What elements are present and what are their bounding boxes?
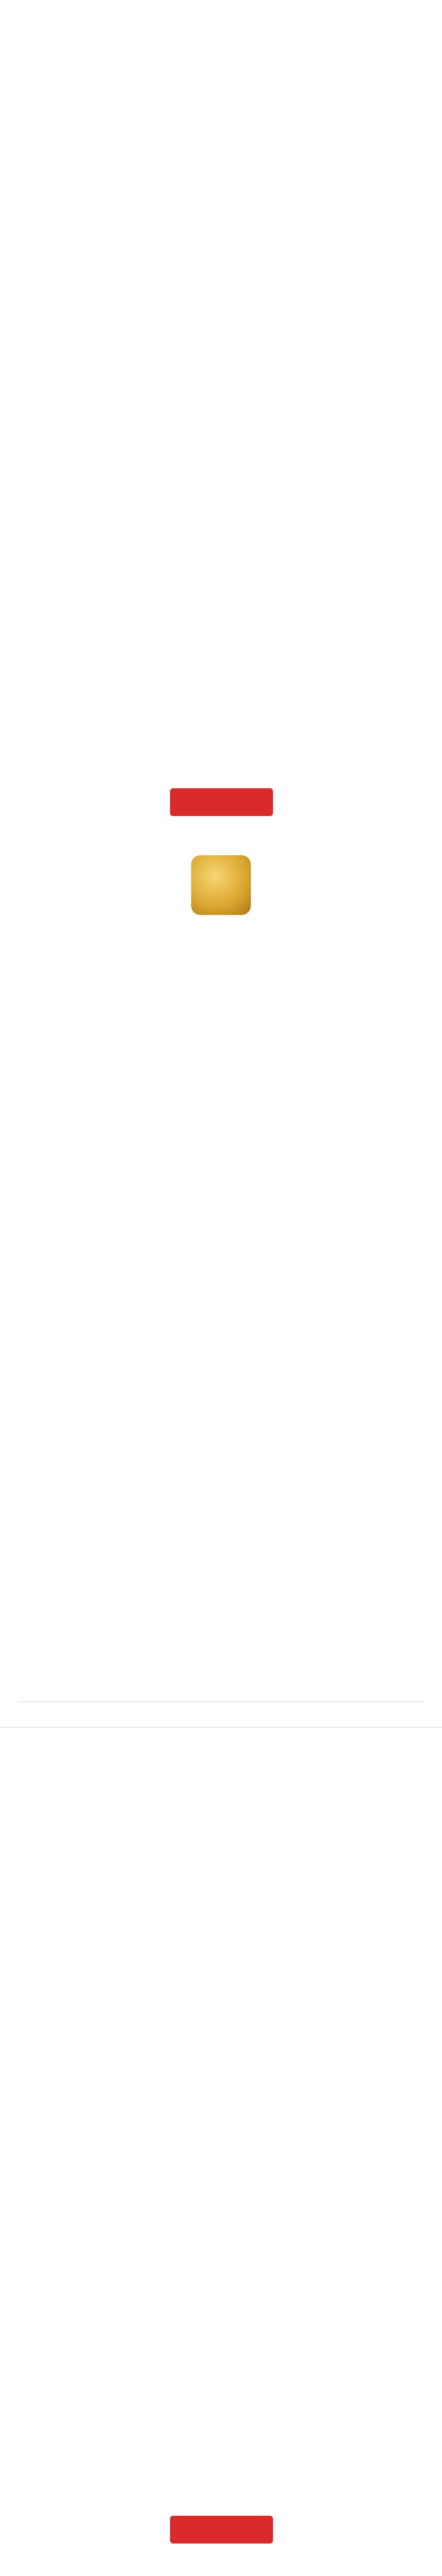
page-1-body [18,37,424,772]
chapter-title [18,10,424,28]
paragraph [18,181,424,195]
paragraph [18,1958,424,1972]
paragraph [18,2370,424,2384]
paragraph [18,2041,424,2054]
paragraph [18,717,424,731]
paragraph [18,490,424,504]
paragraph [18,2247,424,2260]
paragraph [18,140,424,154]
paragraph [18,2164,424,2178]
paragraph [18,532,424,545]
paragraph [18,346,424,360]
paragraph [18,2494,424,2507]
paragraph [18,37,424,50]
paragraph [18,1793,424,1807]
logo [191,855,251,915]
paragraph [18,2288,424,2301]
paragraph [18,1999,424,2013]
paragraph [18,676,424,689]
paragraph [18,120,424,133]
paragraph [18,264,424,277]
paragraph [18,758,424,772]
paragraph [18,1896,424,1910]
paragraph [18,305,424,318]
paragraph [18,2391,424,2404]
paragraph [18,511,424,524]
paragraph [18,202,424,215]
page-2-header [18,1735,424,1745]
paragraph [18,635,424,648]
paragraph [18,2020,424,2033]
paragraph [18,1773,424,1786]
paragraph [18,367,424,380]
paragraph [18,429,424,442]
paragraph [18,1835,424,1848]
paragraph [18,2432,424,2446]
paragraph [18,1752,424,1766]
paragraph [18,284,424,298]
paragraph [18,2309,424,2322]
paragraph [18,78,424,92]
page-1-footer [18,1702,424,1716]
paragraph [18,408,424,421]
paragraph [18,655,424,669]
paragraph [18,387,424,401]
paragraph [18,2329,424,2343]
paragraph [18,1855,424,1869]
paragraph [18,2206,424,2219]
paragraph [18,2082,424,2095]
paragraph [18,2061,424,2075]
paragraph [18,697,424,710]
paragraph [18,2350,424,2363]
paragraph [18,2473,424,2487]
paragraph [18,738,424,751]
paragraph [18,594,424,607]
paragraph [18,223,424,236]
paragraph [18,161,424,174]
paragraph [18,2185,424,2198]
paragraph [18,1814,424,1827]
paragraph [18,2226,424,2240]
paragraph [18,99,424,112]
page-2-body [18,1752,424,2528]
paragraph [18,2267,424,2281]
paragraph [18,1938,424,1951]
paragraph [18,1876,424,1889]
paragraph [18,470,424,483]
paragraph [18,1979,424,1992]
document-page-2 [0,1727,442,2576]
paragraph [18,2103,424,2116]
paragraph [18,573,424,586]
paragraph [18,58,424,71]
paragraph [18,1917,424,1930]
promo-banner[interactable] [170,2516,273,2544]
paragraph [18,2453,424,2466]
paragraph [18,2123,424,2137]
promo-banner[interactable] [170,788,273,816]
paragraph [18,2144,424,2157]
paragraph [18,243,424,257]
paragraph [18,326,424,339]
paragraph [18,449,424,463]
paragraph [18,614,424,628]
paragraph [18,2412,424,2425]
paragraph [18,552,424,566]
